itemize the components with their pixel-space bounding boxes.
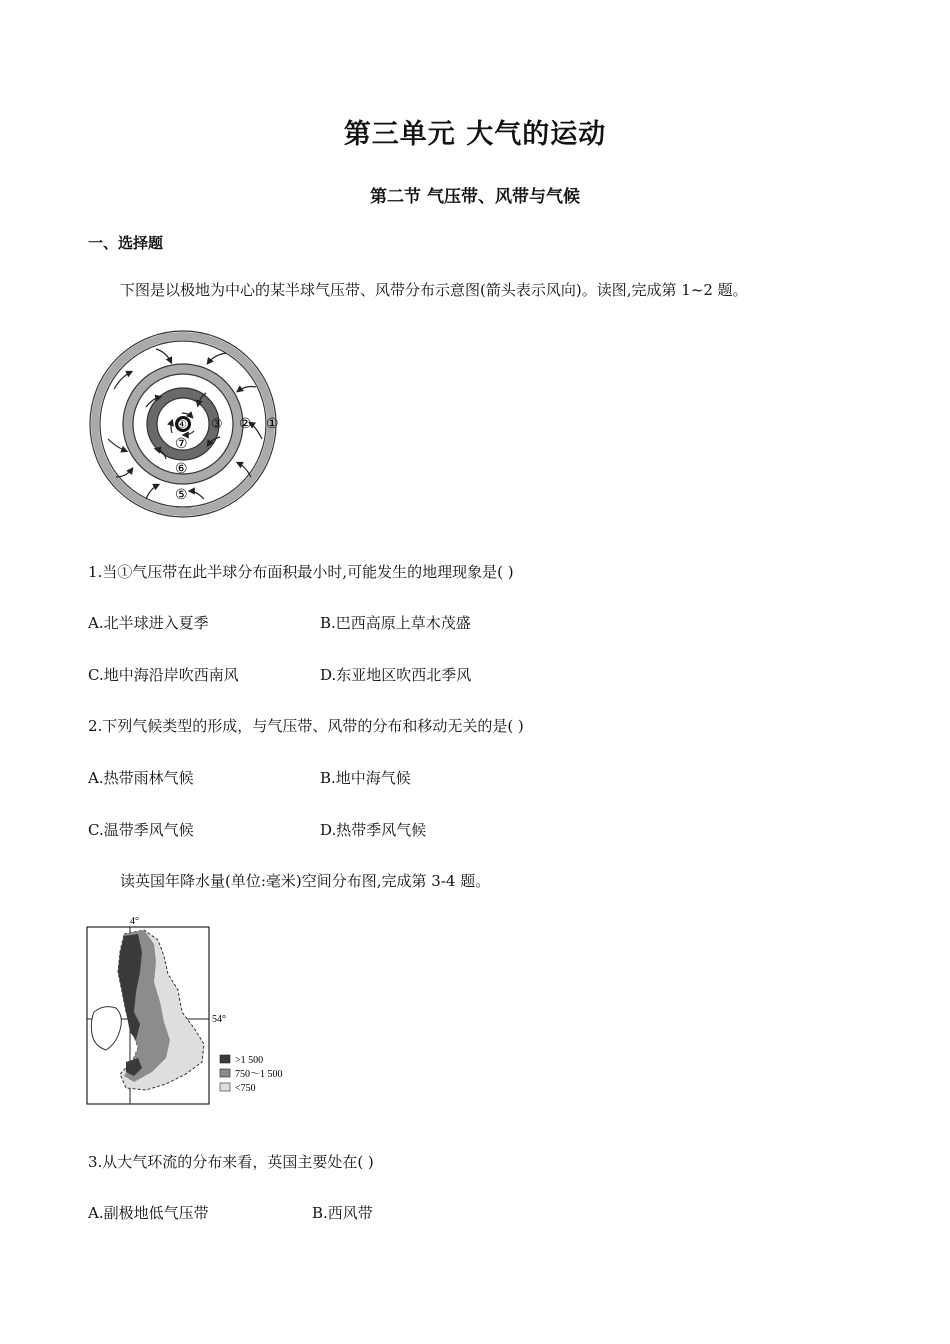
label-3: ③: [211, 416, 223, 431]
legend-swatch-high: [220, 1055, 230, 1063]
intro-paragraph-1: 下图是以极地为中心的某半球气压带、风带分布示意图(箭头表示风向)。读图,完成第 1~2 题。: [120, 281, 748, 299]
legend-label-high: >1 500: [235, 1055, 264, 1066]
question-1-option-a: A.北半球进入夏季: [88, 614, 209, 632]
intro-paragraph-2: 读英国年降水量(单位:毫米)空间分布图,完成第 3-4 题。: [120, 872, 491, 890]
legend-swatch-low: [220, 1083, 230, 1091]
legend-label-medium: 750～1 500: [235, 1069, 283, 1080]
question-2-option-c: C.温带季风气候: [88, 821, 194, 839]
question-1-option-d: D.东亚地区吹西北季风: [320, 666, 472, 684]
question-2-option-b: B.地中海气候: [320, 769, 411, 787]
map-legend: [220, 1055, 283, 1094]
question-2-option-d: D.热带季风气候: [320, 821, 427, 839]
legend-swatch-medium: [220, 1069, 230, 1077]
pressure-wind-belt-diagram: [86, 327, 282, 523]
uk-precipitation-map: [86, 912, 302, 1108]
page-title: 第三单元 大气的运动: [343, 119, 607, 150]
question-3-option-a: A.副极地低气压带: [88, 1204, 209, 1222]
question-2-stem: 2.下列气候类型的形成，与气压带、风带的分布和移动无关的是( ): [88, 717, 524, 735]
label-4: ④: [177, 419, 187, 431]
question-3-stem: 3.从大气环流的分布来看，英国主要处在( ): [88, 1153, 374, 1171]
latitude-label: 54°: [212, 1014, 226, 1025]
label-5: ⑤: [175, 488, 188, 503]
section-subtitle: 第二节 气压带、风带与气候: [370, 187, 580, 207]
legend-label-low: <750: [235, 1083, 256, 1094]
label-6: ⑥: [175, 462, 188, 477]
label-2: ②: [239, 417, 252, 432]
question-1-option-b: B.巴西高原上草木茂盛: [320, 614, 471, 632]
question-2-option-a: A.热带雨林气候: [88, 769, 194, 787]
longitude-label: 4°: [130, 916, 139, 927]
question-1-option-c: C.地中海沿岸吹西南风: [88, 666, 239, 684]
label-1: ①: [266, 417, 279, 432]
label-7: ⑦: [175, 437, 188, 452]
question-1-stem: 1.当①气压带在此半球分布面积最小时,可能发生的地理现象是( ): [88, 563, 514, 581]
question-3-option-b: B.西风带: [312, 1204, 373, 1222]
section-heading: 一、选择题: [88, 234, 164, 252]
